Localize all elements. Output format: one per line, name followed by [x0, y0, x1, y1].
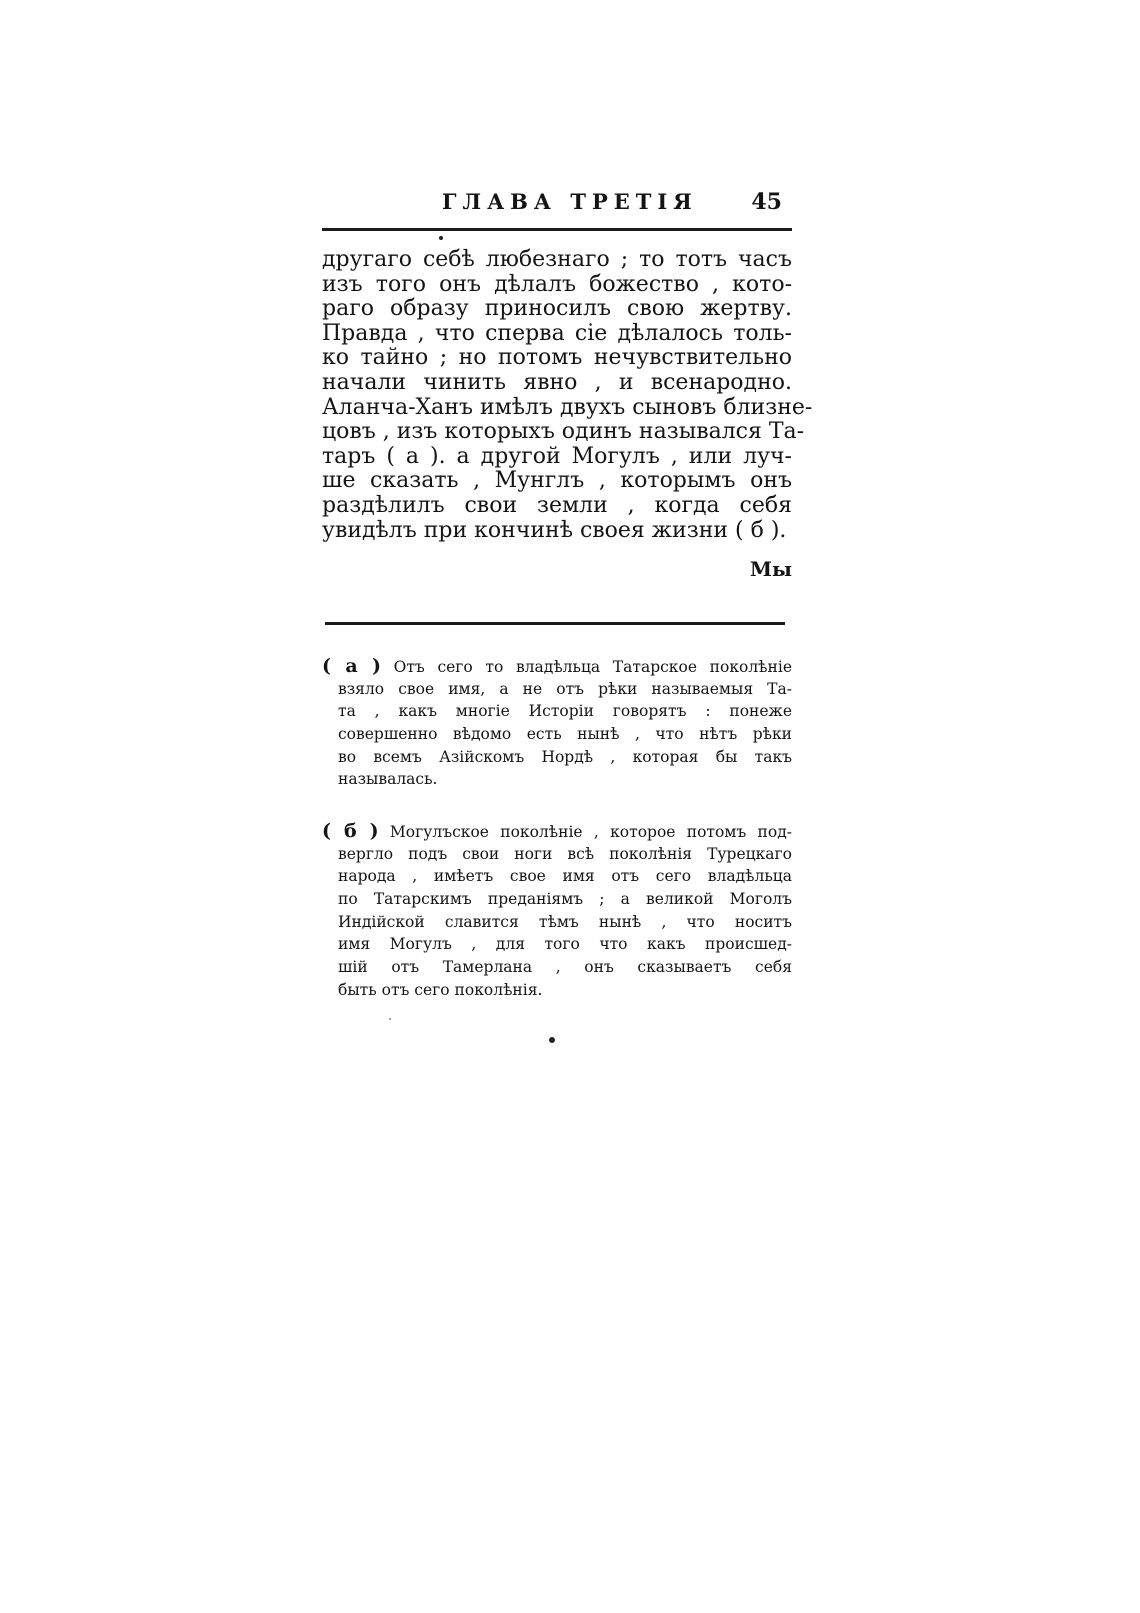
- text-line: раго образу приносилъ свою жертву.: [322, 296, 792, 322]
- footnote-marker: ( б ): [322, 820, 379, 842]
- footnote-line: Отъ сего то владѣльца Татарское поколѣніе: [393, 658, 792, 676]
- ink-speck: [439, 236, 443, 240]
- running-title: ГЛАВА ТРЕТІЯ: [442, 189, 698, 214]
- ink-speck: [549, 1037, 555, 1043]
- footnote-line: имя Могулъ , для того что какъ происшед-: [338, 935, 792, 954]
- footnote-line: во всемъ Азійскомъ Нордѣ , которая бы такъ: [338, 747, 792, 766]
- ink-speck: [389, 1018, 391, 1020]
- text-line: изъ того онъ дѣлалъ божество , кото-: [322, 271, 792, 297]
- footnote-line: называлась.: [338, 770, 438, 789]
- text-line: цовъ , изъ которыхъ одинъ назывался Та-: [322, 419, 805, 445]
- footnote-line: та , какъ многіе Исторіи говорятъ : понеже: [338, 702, 792, 721]
- footnote-line: быть отъ сего поколѣнія.: [338, 980, 543, 999]
- footnote-line: взяло свое имя, а не отъ рѣки называемыя Та-: [338, 679, 792, 698]
- footnote-marker: ( а ): [322, 655, 381, 677]
- footnote-b: [322, 820, 792, 1002]
- footnote-line: по Татарскимъ преданіямъ ; а великой Моголъ: [338, 890, 792, 909]
- text-line: Аланча-Ханъ имѣлъ двухъ сыновъ близне-: [322, 394, 813, 420]
- text-line: раздѣлилъ свои земли , когда себя: [322, 492, 792, 518]
- header-rule: [322, 228, 792, 231]
- running-head: [322, 188, 792, 222]
- text-line: Правда , что сперва сіе дѣлалось толь-: [322, 320, 792, 346]
- footnote-line: вергло подъ свои ноги всѣ поколѣнія Турецкаго: [338, 844, 792, 863]
- text-line: начали чинить явно , и всенародно.: [322, 369, 792, 395]
- footnote-line: совершенно вѣдомо есть нынѣ , что нѣтъ рѣки: [338, 725, 792, 744]
- text-line: другаго себѣ любезнаго ; то тотъ часъ: [322, 247, 792, 272]
- text-line: ше сказать , Мунглъ , которымъ онъ: [322, 468, 792, 494]
- text-line: увидѣлъ при кончинѣ своея жизни ( б ).: [322, 517, 787, 543]
- footnote-line: Индійской славится тѣмъ нынѣ , что носитъ: [338, 912, 792, 931]
- text-line: таръ ( а ). а другой Могулъ , или луч-: [322, 443, 792, 469]
- footnote-a: [322, 655, 792, 791]
- catchword: Мы: [749, 557, 792, 581]
- footnote-rule: [325, 622, 785, 625]
- footnote-line: народа , имѣетъ свое имя отъ сего владѣльца: [338, 867, 792, 886]
- text-line: ко тайно ; но потомъ нечувствительно: [322, 345, 792, 371]
- footnote-line: шій отъ Тамерлана , онъ сказываетъ себя: [338, 958, 792, 977]
- main-text: [322, 247, 813, 543]
- page-number: 45: [751, 189, 782, 215]
- footnote-line: Могулъское поколѣніе , которое потомъ под-: [389, 823, 792, 841]
